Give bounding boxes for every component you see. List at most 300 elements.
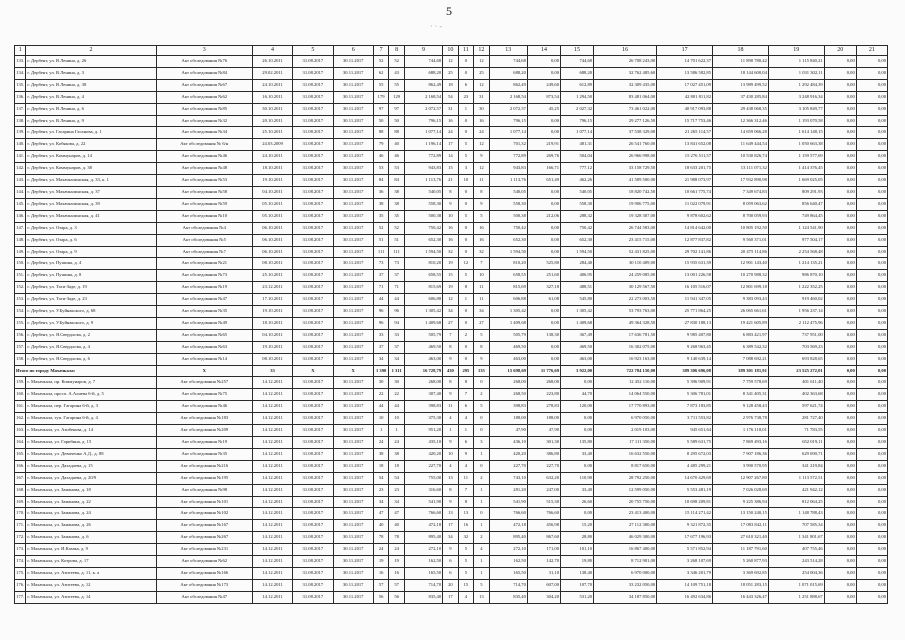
table-cell: 6 (443, 567, 459, 579)
table-cell: 33,40 (561, 484, 594, 496)
table-cell: 14.12.2011 (252, 532, 292, 544)
table-cell: 0,00 (527, 306, 560, 318)
table-cell: 9 225 386,94 (713, 496, 769, 508)
table-row (15, 127, 888, 139)
table-cell: 6 970 000,00 (594, 567, 657, 579)
table-cell: 1 414 376,45 (768, 163, 824, 175)
table-cell: 110,90 (561, 472, 594, 484)
table-cell: 47,90 (489, 425, 527, 437)
table-row (15, 139, 888, 151)
table-cell: 33 158 729,50 (594, 163, 657, 175)
table-cell: г. Дербент, ул. Коммунаров, д. 38 (26, 163, 156, 175)
table-cell: 20 (824, 46, 856, 56)
table-cell: 714,70 (489, 579, 527, 591)
table-cell: 31.08.2017 (293, 520, 333, 532)
table-cell: 435,10 (404, 437, 442, 449)
table-cell: 18 144 600,04 (713, 67, 769, 79)
table-cell: 14.12.2011 (252, 413, 292, 425)
table-cell: 0,00 (856, 67, 887, 79)
table-cell: г. Дербент, ул. Озара, д. 3 (26, 222, 156, 234)
table-cell: 144. (15, 186, 26, 198)
table-cell: 0,00 (527, 353, 560, 365)
table-cell: 31.08.2017 (293, 484, 333, 496)
table-cell: 06.10.2011 (252, 222, 292, 234)
table-cell: 0,00 (856, 508, 887, 520)
table-cell: 0,00 (856, 210, 887, 222)
table-cell: 18.10.2011 (252, 317, 292, 329)
table-cell: 0,00 (856, 198, 887, 210)
table-cell: 30.11.2017 (333, 556, 373, 568)
table-cell: 1 294,50 (561, 91, 594, 103)
table-cell: Акт обследования №46 (156, 151, 252, 163)
table-cell: 97 (373, 103, 389, 115)
table-cell: 162,50 (489, 556, 527, 568)
table-cell: 0,00 (824, 365, 856, 377)
table-cell: 0,00 (561, 413, 594, 425)
table-cell: 20 475 114,86 (713, 246, 769, 258)
table-cell: 15 114 271,42 (657, 508, 713, 520)
table-cell: 5 (458, 139, 474, 151)
table-cell: 612,89 (561, 79, 594, 91)
table-cell: 172. (15, 532, 26, 544)
table-row (15, 198, 888, 210)
table-cell: 4 (443, 460, 459, 472)
table-cell: 0,00 (856, 317, 887, 329)
table-cell: 943,83 (404, 163, 442, 175)
table-cell: 133. (15, 56, 26, 68)
table-cell: 1 390 (373, 365, 389, 377)
table-cell: 31.08.2017 (293, 472, 333, 484)
table-cell: 0,00 (824, 222, 856, 234)
table-cell: 129 (389, 91, 405, 103)
table-cell: 0,00 (856, 103, 887, 115)
table-cell: 34 (389, 353, 405, 365)
table-cell: 3 105 849,77 (768, 103, 824, 115)
table-cell: 30.11.2017 (333, 270, 373, 282)
table-cell: 14.12.2011 (252, 567, 292, 579)
table-cell: 10 530 826,74 (713, 151, 769, 163)
table-cell: 0,00 (824, 151, 856, 163)
table-cell: 749 864,45 (768, 210, 824, 222)
table-cell: 5 (458, 544, 474, 556)
table-cell: 30.11.2017 (333, 222, 373, 234)
table-cell: 14.12.2011 (252, 556, 292, 568)
table-cell: 0 (458, 56, 474, 68)
table-cell: 3 248 916,34 (768, 91, 824, 103)
table-cell: 810,20 (489, 258, 527, 270)
table-row (15, 401, 888, 413)
table-cell: 15,20 (561, 520, 594, 532)
table-cell: 170. (15, 508, 26, 520)
table-cell: 10 661 775,74 (657, 186, 713, 198)
table-cell: 12 801 699,18 (713, 282, 769, 294)
table-cell: 5 260 877,93 (713, 556, 769, 568)
table-cell: 430 (443, 365, 459, 377)
table-cell: 420,20 (489, 448, 527, 460)
table-cell: 0,00 (824, 175, 856, 187)
table-row (15, 556, 888, 568)
table-cell: 57 (389, 579, 405, 591)
table-row (15, 210, 888, 222)
table-cell: 0,00 (856, 544, 887, 556)
table-cell: 31.08.2017 (293, 56, 333, 68)
table-cell: Акт обследования №173 (156, 579, 252, 591)
table-row (15, 579, 888, 591)
table-cell: 84 (373, 175, 389, 187)
table-cell: 606,88 (404, 294, 442, 306)
table-cell: 47,90 (527, 425, 560, 437)
table-cell: 0 (458, 306, 474, 318)
table-cell: 4 (458, 591, 474, 603)
table-cell: 8 341 405,31 (713, 389, 769, 401)
table-cell: 14.12.2011 (252, 377, 292, 389)
table-cell: 327,18 (527, 282, 560, 294)
table-cell: 456,98 (527, 520, 560, 532)
table-cell: 9 (443, 496, 459, 508)
table-cell: 1 305,42 (404, 306, 442, 318)
table-cell: 14.12.2011 (252, 579, 292, 591)
table-cell: 0,00 (856, 520, 887, 532)
table-cell: 0,00 (824, 472, 856, 484)
table-cell: 0,00 (856, 460, 887, 472)
table-cell: 0,00 (856, 306, 887, 318)
table-cell: 31 (474, 91, 490, 103)
table-cell: 541,90 (404, 496, 442, 508)
table-cell: 50 (373, 115, 389, 127)
table-cell: 47 (389, 508, 405, 520)
table-cell: 24.10.2011 (252, 151, 292, 163)
table-cell: 607,00 (527, 579, 560, 591)
table-cell: 0,00 (856, 329, 887, 341)
table-cell: 165,50 (404, 567, 442, 579)
table-cell: 5 553 481,19 (657, 484, 713, 496)
table-cell: г. Дербент, ул. В.Ленина, д. 38 (26, 79, 156, 91)
table-cell: 34 (474, 306, 490, 318)
table-cell: 30.11.2017 (333, 210, 373, 222)
table-cell: 30.11.2017 (333, 437, 373, 449)
table-cell: 164. (15, 437, 26, 449)
table-cell: Акт обследования №257 (156, 377, 252, 389)
table-cell: 5 (474, 579, 490, 591)
table-row (15, 246, 888, 258)
table-cell: 2 254 568,48 (768, 246, 824, 258)
table-cell: 0,00 (856, 186, 887, 198)
table-cell: 31 (443, 103, 459, 115)
table-cell: г. Махачкала, ул. Гарибина, д. 15 (26, 437, 156, 449)
table-cell: 0,00 (824, 520, 856, 532)
table-cell: 651,49 (527, 175, 560, 187)
table-cell: 25 771 864,25 (657, 306, 713, 318)
table-cell: 219,91 (527, 139, 560, 151)
table-cell: г. Дербент, ул. У.Буйнакского, д. 9 (26, 317, 156, 329)
table-cell: 17 (443, 591, 459, 603)
table-cell: 0,00 (856, 437, 887, 449)
table-row (15, 484, 888, 496)
table-cell: 9 268 963,45 (657, 341, 713, 353)
table-cell: 525,80 (527, 258, 560, 270)
document-table (14, 45, 888, 604)
table-cell: 558,30 (489, 198, 527, 210)
table-cell: 134. (15, 67, 26, 79)
table-cell: 10 698 209,81 (657, 496, 713, 508)
table-cell: 19 (373, 556, 389, 568)
table-cell: г. Дербент, ул. Махачкалинская, д. 37 (26, 186, 156, 198)
table-cell: Акт обследования №5 (156, 234, 252, 246)
table-cell: 10 (474, 270, 490, 282)
table-cell: 174. (15, 556, 26, 568)
table-cell: 158. (15, 353, 26, 365)
table-cell: 17 636 781,50 (594, 329, 657, 341)
table-cell: 34 187 850,00 (594, 591, 657, 603)
table-cell: 31.08.2017 (293, 115, 333, 127)
table-cell: 0,00 (824, 246, 856, 258)
table-cell: 1 176 118,01 (713, 425, 769, 437)
table-cell: 0,00 (824, 270, 856, 282)
table-cell: 30.11.2017 (333, 544, 373, 556)
table-cell: г. Махачкала, пр. Коммунаров, д. 7 (26, 377, 156, 389)
table-cell: 38 (389, 448, 405, 460)
table-cell: 31.08.2017 (293, 496, 333, 508)
table-cell: 5 (458, 210, 474, 222)
table-cell: Акт обследования № 6/н (156, 139, 252, 151)
table-cell: 10 (443, 448, 459, 460)
table-cell: 31.08.2017 (293, 591, 333, 603)
table-cell: 16 (458, 520, 474, 532)
table-cell: 16 105 516,07 (657, 282, 713, 294)
table-cell: Акт обследования №47 (156, 294, 252, 306)
table-cell: 6 (443, 556, 459, 568)
table-cell: 27 (443, 317, 459, 329)
table-cell: 1 071 015,69 (768, 579, 824, 591)
table-cell: 13 586 582,85 (657, 67, 713, 79)
table-cell: 05.10.2011 (252, 210, 292, 222)
table-cell: 32 309 435,00 (594, 79, 657, 91)
table-cell: 0,00 (856, 234, 887, 246)
table-cell: г. Дербент, ул. Махачкалинская, д. 33, к. 1 (26, 175, 156, 187)
table-cell: 56 (373, 591, 389, 603)
table-cell: Акт обследования №231 (156, 544, 252, 556)
table-cell: 402 363,68 (768, 389, 824, 401)
table-cell: 4 (252, 46, 292, 56)
table-cell: 31,10 (527, 567, 560, 579)
table-cell: 12 (474, 56, 490, 68)
table-cell: 146. (15, 210, 26, 222)
table-cell: 0,00 (824, 234, 856, 246)
table-cell: 31.08.2017 (293, 317, 333, 329)
table-cell: 156. (15, 329, 26, 341)
table-cell: Акт обследования №32 (156, 115, 252, 127)
table-cell: 154. (15, 306, 26, 318)
table-cell: 743,10 (489, 472, 527, 484)
table-cell: 25.10.2011 (252, 270, 292, 282)
table-cell: 13 (458, 508, 474, 520)
table-cell: 37 (389, 270, 405, 282)
table-cell: 2 (474, 472, 490, 484)
table-cell: 31.08.2017 (293, 532, 333, 544)
table-cell: Акт обследования №216 (156, 460, 252, 472)
table-row (15, 175, 888, 187)
table-cell: 17 (443, 139, 459, 151)
table-cell: 1 594,50 (561, 246, 594, 258)
table-cell: 17 027 451,09 (657, 79, 713, 91)
table-cell: 766,60 (527, 508, 560, 520)
table-cell: 30 (389, 377, 405, 389)
table-cell: 47 (373, 508, 389, 520)
table-cell: 0 (458, 67, 474, 79)
table-cell: 606,88 (489, 294, 527, 306)
table-cell: 247,00 (527, 484, 560, 496)
table-cell: 398,83 (404, 401, 442, 413)
table-cell: 2 (474, 389, 490, 401)
table-cell: 1 077,14 (404, 127, 442, 139)
table-cell: 407 755,46 (768, 544, 824, 556)
table-cell: 472,18 (404, 520, 442, 532)
table-cell: 11 187 791,60 (713, 544, 769, 556)
table-row (15, 425, 888, 437)
table-cell: 143. (15, 175, 26, 187)
table-cell: 27 610 321,40 (713, 532, 769, 544)
table-cell: 13 (474, 591, 490, 603)
table-cell: 986 870,10 (768, 270, 824, 282)
table-cell: 658,55 (404, 270, 442, 282)
table-cell: 19.10.2011 (252, 175, 292, 187)
table-cell: 7 (373, 46, 389, 56)
table-cell: 0,00 (856, 448, 887, 460)
table-cell: 31.08.2017 (293, 91, 333, 103)
table-cell: 0 (458, 246, 474, 258)
table-cell: г. Дербент, ул. Я.Свердлова, д. 6 (26, 353, 156, 365)
table-cell: 05.10.2011 (252, 198, 292, 210)
table-cell: 30.11.2017 (333, 520, 373, 532)
table-cell: 3 346 201,79 (657, 567, 713, 579)
table-cell: 701,32 (489, 139, 527, 151)
table-cell: 31.08.2017 (293, 579, 333, 591)
table-cell: 10 805 192,50 (713, 222, 769, 234)
table-cell: 1 (389, 425, 405, 437)
table-cell: 15 (561, 46, 594, 56)
table-cell: 0,00 (527, 341, 560, 353)
table-cell: 25 (443, 67, 459, 79)
table-cell: 21 (443, 175, 459, 187)
table-row (15, 353, 888, 365)
table-cell: 272,10 (489, 544, 527, 556)
table-cell: 163. (15, 425, 26, 437)
table-cell: 895,40 (404, 532, 442, 544)
table-cell: 9 140 639,14 (657, 353, 713, 365)
table-cell: 0,00 (856, 91, 887, 103)
table-row (15, 258, 888, 270)
table-row (15, 151, 888, 163)
table-cell: 0,00 (856, 151, 887, 163)
table-cell: 4 (443, 413, 459, 425)
table-cell: 30.11.2017 (333, 294, 373, 306)
table-cell: 73 461 022,00 (594, 103, 657, 115)
table-cell: г. Дербент, ул. Озара, д. 6 (26, 234, 156, 246)
table-row (15, 389, 888, 401)
table-cell: 1 (474, 484, 490, 496)
table-cell: г. Дербент, ул. Озара, д. 9 (26, 246, 156, 258)
table-cell: 31.08.2017 (293, 186, 333, 198)
table-cell: 19 (768, 46, 824, 56)
table-cell: 30.11.2017 (333, 151, 373, 163)
table-cell: 22 (389, 389, 405, 401)
table-cell: Акт обследования №48 (156, 163, 252, 175)
table-cell: 31.08.2017 (293, 270, 333, 282)
table-cell: 9 (474, 151, 490, 163)
table-cell: 1 669 025,05 (768, 175, 824, 187)
table-cell: 32 (474, 246, 490, 258)
table-cell: 30 (474, 103, 490, 115)
table-cell: 44 (389, 294, 405, 306)
table-cell: 141. (15, 151, 26, 163)
table-cell: 176. (15, 579, 26, 591)
table-cell: 06.10.2011 (252, 246, 292, 258)
table-cell: 14.12.2011 (252, 401, 292, 413)
table-cell: 49 364 328,50 (594, 317, 657, 329)
table-cell: 31.08.2017 (293, 246, 333, 258)
table-cell: 12 366 312,46 (713, 115, 769, 127)
table-cell: 30.11.2017 (333, 377, 373, 389)
table-cell: 165. (15, 448, 26, 460)
table-cell: 4 (458, 413, 474, 425)
table-cell: 11 (458, 472, 474, 484)
table-cell: 0,00 (561, 508, 594, 520)
table-cell: 30 110 409,00 (594, 258, 657, 270)
table-cell: 84 (389, 175, 405, 187)
table-cell: 40 (389, 139, 405, 151)
table-cell: 16 632 550,00 (594, 448, 657, 460)
table-cell: 14 670 429,69 (657, 472, 713, 484)
table-cell: 14.12.2011 (252, 460, 292, 472)
table-cell: 304,20 (527, 591, 560, 603)
table-cell: 30.11.2017 (333, 79, 373, 91)
table-cell: 0,00 (856, 377, 887, 389)
table-cell: 652,30 (404, 234, 442, 246)
table-cell: 23.12.2011 (252, 282, 292, 294)
table-cell: 5 (458, 151, 474, 163)
table-cell: 6 883 421,97 (713, 329, 769, 341)
table-cell: 284,40 (561, 258, 594, 270)
table-cell: Акт обследования №62 (156, 556, 252, 568)
table-cell: 2 (474, 532, 490, 544)
table-cell: 10 (443, 210, 459, 222)
table-cell: 78 (373, 532, 389, 544)
table-cell: 0,00 (527, 186, 560, 198)
table-cell: 1 222 352,25 (768, 282, 824, 294)
table-cell: 14.12.2011 (252, 437, 292, 449)
table-cell: 177. (15, 591, 26, 603)
table-cell: 809 291,93 (768, 186, 824, 198)
table-cell: 30.11.2017 (333, 103, 373, 115)
table-cell: 30.11.2017 (333, 472, 373, 484)
table-row (15, 544, 888, 556)
table-cell: 0,00 (856, 484, 887, 496)
table-cell: 1 031 302,11 (768, 67, 824, 79)
table-cell: 1 (443, 425, 459, 437)
table-cell: 227,70 (404, 460, 442, 472)
table-cell: 12 452 110,00 (594, 377, 657, 389)
table-cell: 148. (15, 234, 26, 246)
table-cell: 504,04 (561, 151, 594, 163)
table-cell: 545,80 (561, 294, 594, 306)
table-cell: 3 268 107,69 (657, 556, 713, 568)
table-cell: 30.11.2017 (333, 246, 373, 258)
table-cell: 153. (15, 294, 26, 306)
table-cell: 951,20 (404, 425, 442, 437)
table-cell: 31.08.2017 (293, 341, 333, 353)
table-cell: 44 (373, 401, 389, 413)
table-cell: 0,00 (856, 79, 887, 91)
